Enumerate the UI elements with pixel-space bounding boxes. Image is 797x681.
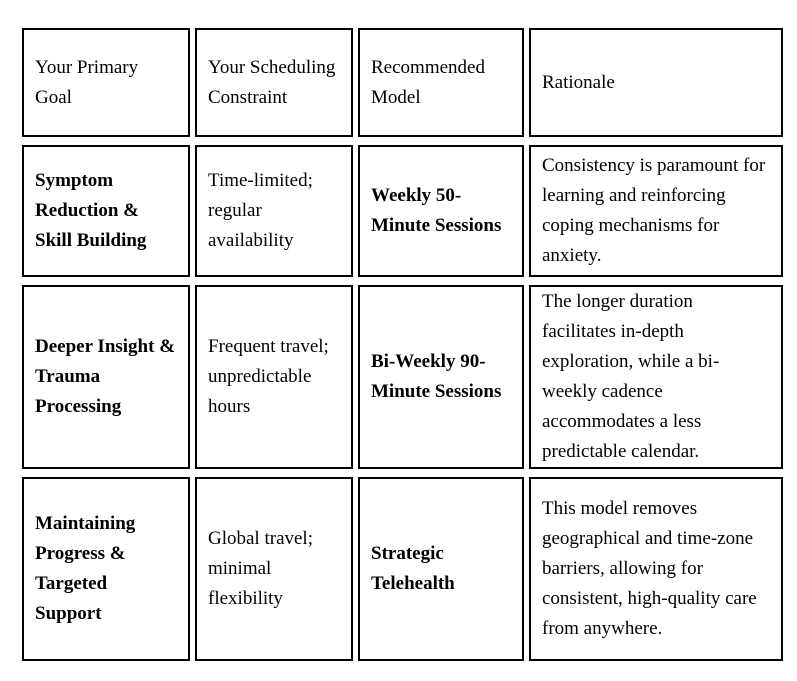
cell-scheduling-constraint: Time-limited; regular availability bbox=[195, 145, 353, 277]
column-header-scheduling-constraint: Your Scheduling Constraint bbox=[195, 28, 353, 137]
table-row bbox=[22, 477, 783, 661]
cell-primary-goal: Symptom Reduction & Skill Building bbox=[22, 145, 190, 277]
cell-primary-goal: Deeper Insight & Trauma Processing bbox=[22, 285, 190, 469]
cell-rationale: Consistency is paramount for learning and reinforcing coping mechanisms for anxiety. bbox=[529, 145, 783, 277]
cell-primary-goal: Maintaining Progress & Targeted Support bbox=[22, 477, 190, 661]
column-header-recommended-model: Recommended Model bbox=[358, 28, 524, 137]
cell-recommended-model: Weekly 50-Minute Sessions bbox=[358, 145, 524, 277]
recommendation-table bbox=[17, 20, 788, 669]
table-header-row bbox=[22, 28, 783, 137]
column-header-primary-goal: Your Primary Goal bbox=[22, 28, 190, 137]
cell-recommended-model: Strategic Telehealth bbox=[358, 477, 524, 661]
cell-rationale: This model removes geographical and time-zone barriers, allowing for consistent, high-quality care from anywhere. bbox=[529, 477, 783, 661]
table-row bbox=[22, 145, 783, 277]
cell-recommended-model: Bi-Weekly 90-Minute Sessions bbox=[358, 285, 524, 469]
table-row bbox=[22, 285, 783, 469]
cell-rationale: The longer duration facilitates in-depth exploration, while a bi-weekly cadence accommodates a less predictable calendar. bbox=[529, 285, 783, 469]
recommendation-table-container bbox=[22, 28, 772, 661]
column-header-rationale: Rationale bbox=[529, 28, 783, 137]
cell-scheduling-constraint: Global travel; minimal flexibility bbox=[195, 477, 353, 661]
cell-scheduling-constraint: Frequent travel; unpredictable hours bbox=[195, 285, 353, 469]
